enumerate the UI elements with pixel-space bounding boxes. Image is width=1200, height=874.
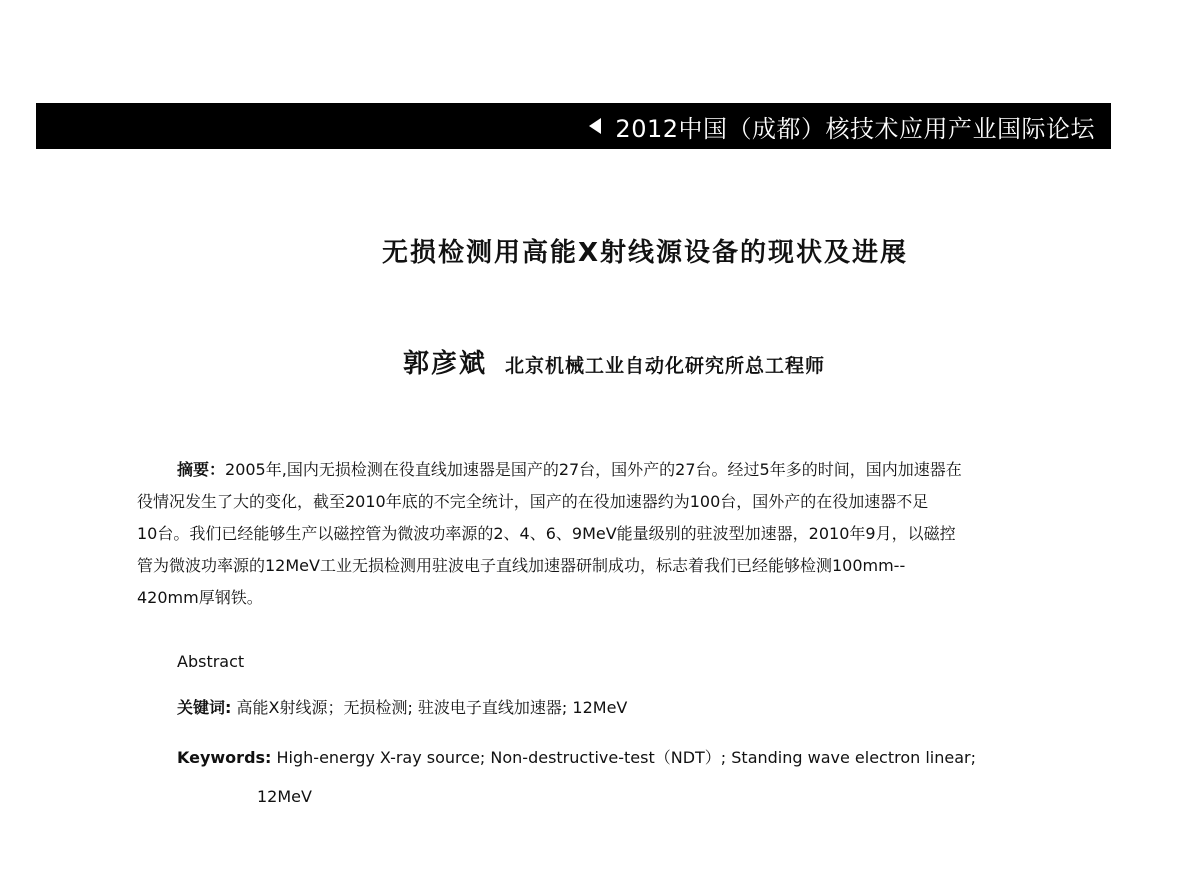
- abstract-en-heading: Abstract: [177, 652, 245, 671]
- abstract-label: 摘要：: [177, 460, 226, 479]
- keywords-en-text: High-energy X-ray source; Non-destructive-test（NDT）; Standing wave electron linear;: [271, 748, 977, 767]
- keywords-en-label: Keywords:: [177, 748, 272, 767]
- abstract-line: 10台。我们已经能够生产以磁控管为微波功率源的2、4、6、9MeV能量级别的驻波型加速器，2010年9月，以磁控: [137, 524, 956, 543]
- abstract-line: 420mm厚钢铁。: [137, 588, 263, 607]
- author-line: [403, 343, 825, 380]
- abstract-line: [137, 454, 1102, 486]
- keywords-en: [177, 745, 976, 768]
- abstract-line: 管为微波功率源的12MeV工业无损检测用驻波电子直线加速器研制成功，标志着我们已经能够检测100mm--: [137, 556, 906, 575]
- conference-banner: [36, 103, 1111, 149]
- conference-title: 2012中国（成都）核技术应用产业国际论坛: [615, 114, 1095, 143]
- abstract-line: 役情况发生了大的变化，截至2010年底的不完全统计，国产的在役加速器约为100台，国外产的在役加速器不足: [137, 492, 929, 511]
- keywords-cn-label: 关键词:: [177, 698, 232, 717]
- abstract-paragraph: [137, 454, 1102, 614]
- paper-title: 无损检测用高能X射线源设备的现状及进展: [381, 238, 909, 268]
- keywords-en-continuation: 12MeV: [257, 787, 312, 806]
- abstract-text: 2005年,国内无损检测在役直线加速器是国产的27台，国外产的27台。经过5年多的时间，国内加速器在: [225, 460, 962, 479]
- author-affiliation: 北京机械工业自动化研究所总工程师: [505, 355, 826, 377]
- author-name: 郭彦斌: [403, 349, 488, 379]
- keywords-cn: [177, 695, 627, 718]
- keywords-cn-text: 高能X射线源；无损检测; 驻波电子直线加速器; 12MeV: [231, 698, 628, 717]
- left-triangle-icon: [589, 118, 601, 134]
